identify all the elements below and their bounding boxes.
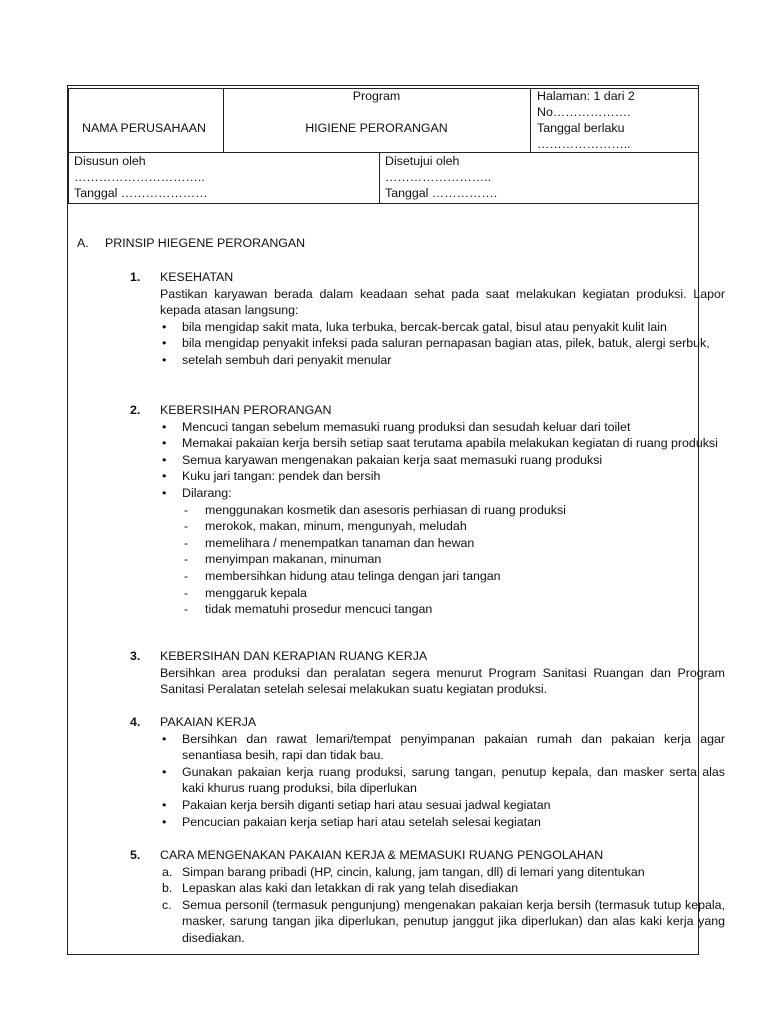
bullet-list xyxy=(160,731,725,831)
list-item: • Mencuci tangan sebelum memasuki ruang produksi dan sesudah keluar dari toilet xyxy=(162,419,631,434)
bullet-icon: • xyxy=(162,452,167,467)
signature-col-rule xyxy=(379,152,380,203)
item-number: 2. xyxy=(130,403,141,417)
item-number: 3. xyxy=(130,649,141,663)
dash-icon: - xyxy=(184,552,189,567)
section-letter: A. xyxy=(77,236,89,250)
list-item: - tidak mematuhi prosedur mencuci tangan xyxy=(184,602,433,617)
bullet-icon: • xyxy=(162,731,167,746)
bullet-icon: • xyxy=(162,436,167,451)
item-cara-mengenakan xyxy=(130,847,725,947)
bullet-icon: • xyxy=(162,352,167,367)
item-number: 5. xyxy=(130,848,141,862)
dash-icon: - xyxy=(184,502,189,517)
valid-date-label: Tanggal berlaku xyxy=(537,121,625,135)
program-name: HIGIENE PERORANGAN xyxy=(305,121,448,135)
company-name: NAMA PERUSAHAAN xyxy=(82,121,206,135)
list-item: • bila mengidap penyakit infeksi pada saluran pernapasan bagian atas, pilek, batuk, alergi serbuk, xyxy=(162,336,710,351)
dash-icon: - xyxy=(184,535,189,550)
list-item: - menggaruk kepala xyxy=(184,585,307,600)
item-number: 1. xyxy=(130,270,141,284)
item-title: PAKAIAN KERJA xyxy=(160,715,257,729)
bullet-icon: • xyxy=(162,764,167,779)
page-number: Halaman: 1 dari 2 xyxy=(537,89,635,103)
dash-icon: - xyxy=(184,519,189,534)
list-item: - membersihkan hidung atau telinga dengan jari tangan xyxy=(184,568,501,583)
approved-date: Tanggal ……………. xyxy=(385,186,498,200)
prepared-by-label: Disusun oleh xyxy=(74,154,146,168)
item-title: KESEHATAN xyxy=(160,270,234,284)
list-item: • Bersihkan dan rawat lemari/tempat penyimpanan pakaian rumah dan pakaian kerja agar senantiasa besih, rapi dan tidak bau. xyxy=(162,731,725,763)
item-number: 4. xyxy=(130,715,141,729)
list-item: • Semua karyawan mengenakan pakaian kerja saat memasuki ruang produksi xyxy=(162,452,603,467)
lettered-list xyxy=(160,864,725,947)
list-item: • Memakai pakaian kerja bersih setiap saat terutama apabila melakukan kegiatan di ruang produksi xyxy=(162,436,718,451)
bullet-list xyxy=(160,319,725,369)
list-item: • Kuku jari tangan: pendek dan bersih xyxy=(162,469,381,484)
list-item: • Gunakan pakaian kerja ruang produksi, sarung tangan, penutup kepala, dan masker serta alas kaki khurus ruang produksi, bila diperlukan xyxy=(162,764,725,796)
prepared-date: Tanggal ………………… xyxy=(74,186,208,200)
item-text: Bersihkan area produksi dan peralatan segera menurut Program Sanitasi Ruangan dan Program Sanitasi Peralatan setelah selesai melakukan suatu kegiatan produksi. xyxy=(160,665,725,697)
bullet-icon: • xyxy=(162,814,167,829)
list-item: • Pakaian kerja bersih diganti setiap hari atau sesuai jadwal kegiatan xyxy=(162,797,551,812)
item-title: CARA MENGENAKAN PAKAIAN KERJA & MEMASUKI RUANG PENGOLAHAN xyxy=(160,848,604,862)
document-frame xyxy=(67,85,725,955)
program-label: Program xyxy=(352,89,401,103)
dash-list xyxy=(160,502,725,618)
list-item: - merokok, makan, minum, mengunyah, meludah xyxy=(184,519,467,534)
list-item: - menggunakan kosmetik dan asesoris perhiasan di ruang produksi xyxy=(184,502,566,517)
list-item: a. Simpan barang pribadi (HP, cincin, kalung, jam tangan, dll) di lemari yang ditentukan xyxy=(162,864,645,879)
bullet-icon: • xyxy=(162,485,167,500)
list-item: c. Semua personil (termasuk pengunjung) mengenakan pakaian kerja bersih (termasuk tutup kepala, masker, sarung tangan jika diperlukan, penutup janggut jika diperlukan) dan alas kaki kerja yang disediakan. xyxy=(162,897,725,945)
bullet-list xyxy=(160,419,725,502)
approved-by-line: …………………….. xyxy=(385,170,492,184)
section-title: PRINSIP HIEGENE PERORANGAN xyxy=(105,236,306,250)
item-pakaian-kerja xyxy=(130,714,725,830)
valid-date-value: ………………….. xyxy=(537,137,631,151)
bullet-icon: • xyxy=(162,797,167,812)
section-heading xyxy=(77,235,305,252)
bullet-icon: • xyxy=(162,419,167,434)
approved-by-label: Disetujui oleh xyxy=(385,154,460,168)
left-inner-rule xyxy=(68,88,69,203)
list-item: • Dilarang: xyxy=(162,485,232,500)
item-title: KEBERSIHAN DAN KERAPIAN RUANG KERJA xyxy=(160,649,428,663)
prepared-by-line: ………………………….. xyxy=(74,170,205,184)
document-number: No………………. xyxy=(537,105,631,119)
bullet-icon: • xyxy=(162,336,167,351)
item-title: KEBERSIHAN PERORANGAN xyxy=(160,403,332,417)
list-item: b. Lepaskan alas kaki dan letakkan di rak yang telah disediakan xyxy=(162,881,519,896)
dash-icon: - xyxy=(184,602,189,617)
item-kebersihan-perorangan xyxy=(130,402,725,618)
bullet-icon: • xyxy=(162,469,167,484)
item-kesehatan xyxy=(130,269,725,369)
list-item: • setelah sembuh dari penyakit menular xyxy=(162,352,392,367)
list-item: - memelihara / menempatkan tanaman dan hewan xyxy=(184,535,475,550)
item-kebersihan-ruang-kerja xyxy=(130,648,725,698)
list-item: • bila mengidap sakit mata, luka terbuka, bercak-bercak gatal, bisul atau penyakit kulit lain xyxy=(162,319,667,334)
dash-icon: - xyxy=(184,585,189,600)
list-item: - menyimpan makanan, minuman xyxy=(184,552,382,567)
item-intro: Pastikan karyawan berada dalam keadaan sehat pada saat melakukan kegiatan produksi. Lapor kepada atasan langsung: xyxy=(160,286,725,318)
dash-icon: - xyxy=(184,568,189,583)
header-col-rule-2 xyxy=(530,88,531,152)
signature-divider xyxy=(68,203,698,204)
bullet-icon: • xyxy=(162,319,167,334)
list-item: • Pencucian pakaian kerja setiap hari atau setelah selesai kegiatan xyxy=(162,814,541,829)
